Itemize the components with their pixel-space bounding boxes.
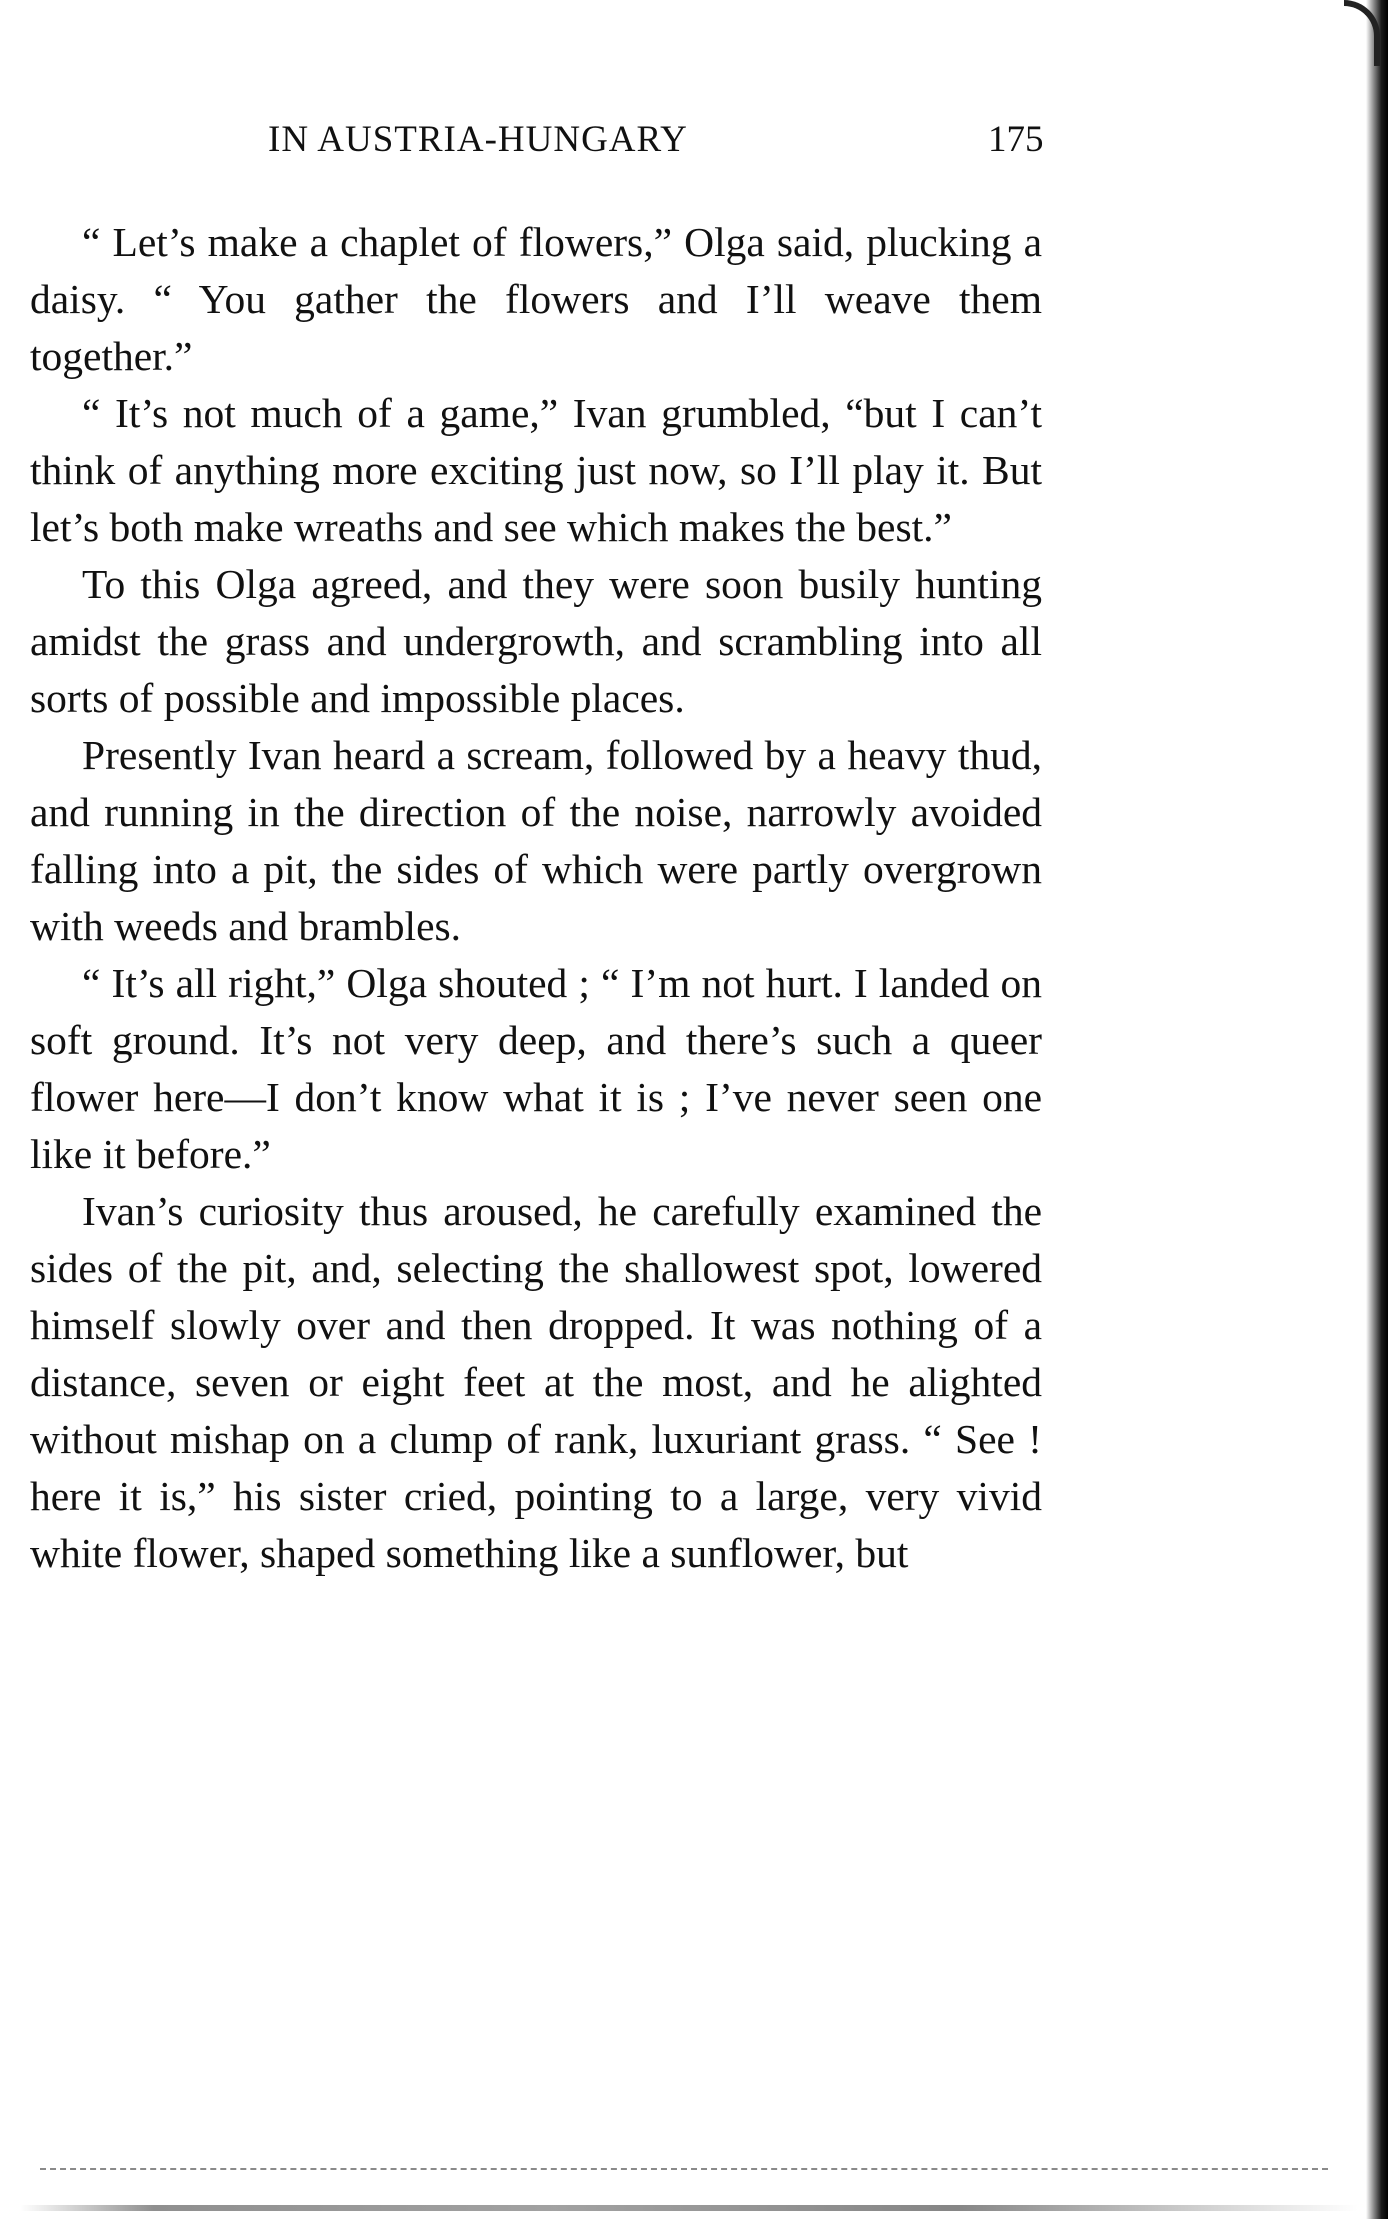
paragraph: “ It’s not much of a game,” Ivan grumbled, “but I can’t think of anything more exciting just now, so I’ll play it. But let’s both make wreaths and see which makes the best.” — [30, 390, 1042, 550]
paragraph: To this Olga agreed, and they were soon busily hunting amidst the grass and undergrowth, and scrambling into all sorts of possible and impossible places. — [30, 561, 1042, 721]
paragraph: “ Let’s make a chaplet of flowers,” Olga said, plucking a daisy. “ You gather the flowers and I’ll weave them together.” — [30, 219, 1042, 379]
bottom-page-edge — [20, 2205, 1358, 2211]
page-spine-shadow — [1366, 0, 1388, 2219]
page-number: 175 — [988, 119, 1044, 160]
paragraph: Ivan’s curiosity thus aroused, he carefully examined the sides of the pit, and, selecting the shallowest spot, lowered himself slowly over and then dropped. It was nothing of a distance, seven or eight feet at the most, and he alighted without mishap on a clump of rank, luxuriant grass. “ See ! here it is,” his sister cried, pointing to a large, very vivid white flower, shaped something like a sunflower, but — [30, 1188, 1042, 1576]
running-head: IN AUSTRIA-HUNGARY — [268, 119, 688, 160]
bottom-edge-rule — [40, 2168, 1328, 2170]
paragraph: “ It’s all right,” Olga shouted ; “ I’m not hurt. I landed on soft ground. It’s not very deep, and there’s such a queer flower here—I don’t know what it is ; I’ve never seen one like it before.” — [30, 960, 1042, 1177]
body-text — [30, 214, 1042, 1582]
paragraph: Presently Ivan heard a scream, followed by a heavy thud, and running in the direction of the noise, narrowly avoided falling into a pit, the sides of which were partly overgrown with weeds and brambles. — [30, 732, 1042, 949]
